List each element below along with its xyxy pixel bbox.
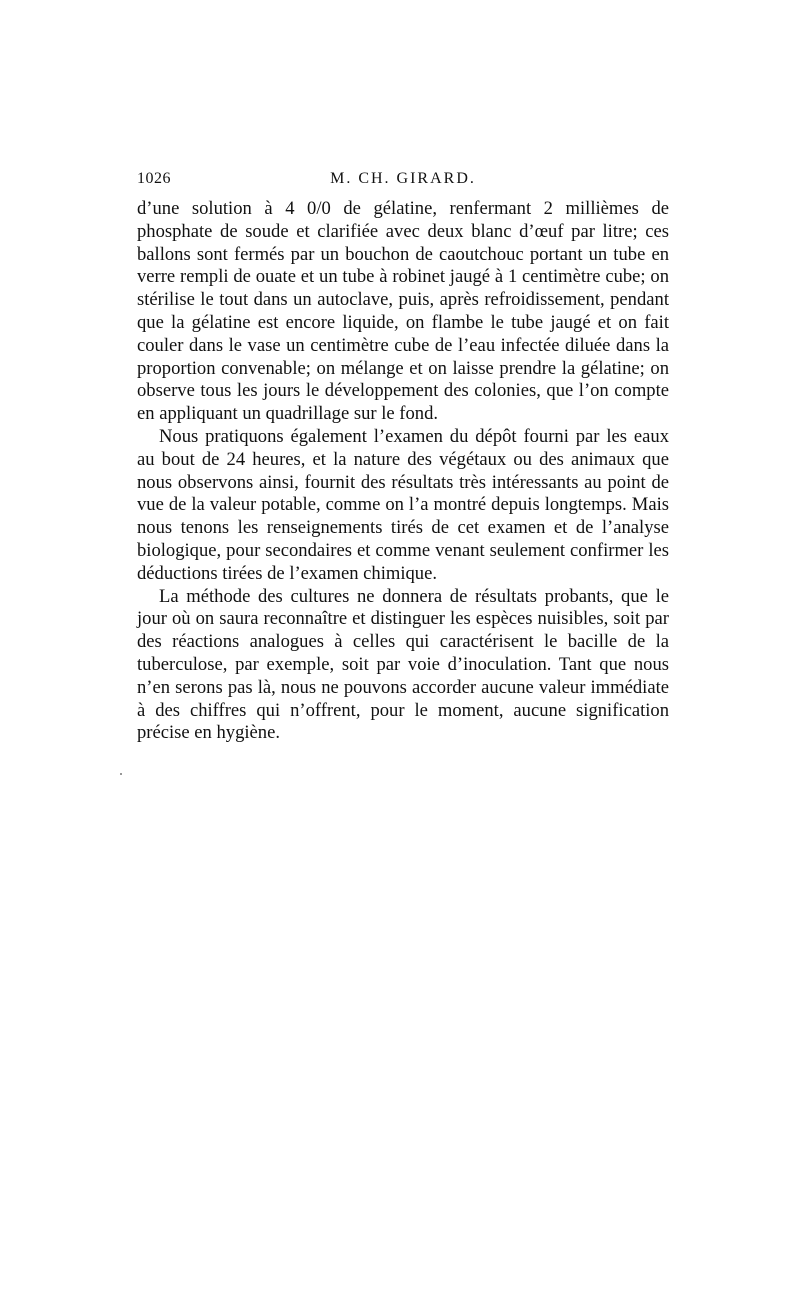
page-number: 1026 [137,170,171,187]
paragraph-deposit-examination: Nous pratiquons également l’examen du dépôt fourni par les eaux au bout de 24 heures, et la nature des végétaux ou des animaux que nous observons ainsi, fournit des résultats très intéressants au point de vue de la valeur potable, comme on l’a montré depuis longtemps. Mais nous tenons les renseignements tirés de cet examen et de l’analyse biologique, pour secondaires et comme venant seulement confirmer les déductions tirées de l’examen chimique. [137,425,669,584]
body-text [137,198,669,745]
margin-speck [120,773,122,775]
running-head-author: M. CH. GIRARD. [330,170,476,187]
paragraph-continuation: d’une solution à 4 0/0 de gélatine, renfermant 2 millièmes de phosphate de soude et clarifiée avec deux blanc d’œuf par litre; ces ballons sont fermés par un bouchon de caoutchouc portant un tube en verre rempli de ouate et un tube à robinet jaugé à 1 centimètre cube; on stérilise le tout dans un autoclave, puis, après refroidissement, pendant que la gélatine est encore liquide, on flambe le tube jaugé et on fait couler dans le vase un centimètre cube de l’eau infectée diluée dans la proportion convenable; on mélange et on laisse prendre la gélatine; on observe tous les jours le développement des colonies, que l’on compte en appliquant un quadrillage sur le fond. [137,198,669,425]
paragraph-culture-method: La méthode des cultures ne donnera de résultats probants, que le jour où on saura reconnaître et distinguer les espèces nuisibles, soit par des réactions analogues à celles qui caractérisent le bacille de la tuberculose, par exemple, soit par voie d’inoculation. Tant que nous n’en serons pas là, nous ne pouvons accorder aucune valeur immédiate à des chiffres qui n’offrent, pour le moment, aucune signification précise en hygiène. [137,585,669,744]
running-head [137,170,669,194]
